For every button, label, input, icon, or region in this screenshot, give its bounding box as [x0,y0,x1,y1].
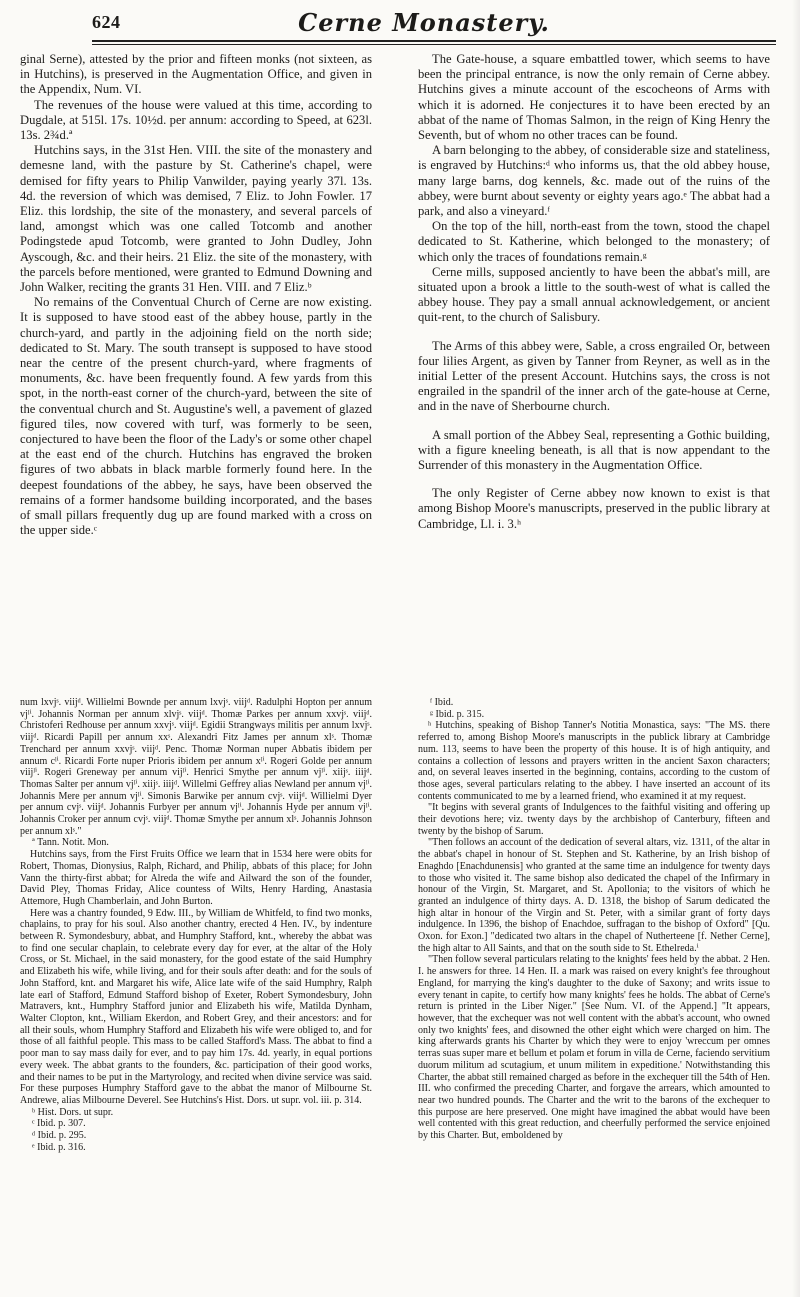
spacer [418,473,770,486]
footnote: "Then follow several particulars relating to the knights' fees held by the abbat. 2 Hen. I. he answers for three. 14 Hen. II. a mark was raised on every knight's fee throughout England, for marrying the king's daughter to the duke of Saxony; and writs issue to every tenant in capite, to certify how many knights' fees he holds. The abbat of Cerne's return is printed in the Liber Niger." [See Num. VI. of the Append.] "It appears, however, that the exchequer was not well content with the abbat's account, who owned only two knights' fees, and disowned the other eight which were charged on him. The king afterwards grants his Charter by which they were to enjoy 'wreccum per omnes terras suas super mare et bellum et polam et forum in villa de Cerne, faciendo servitium duorum militum ad scutagium, et unum militem in expeditione.' Notwithstanding this Charter, the abbat still remained charged as before in the exchequer till the 54th of Hen. III. who confirmed the preceding Charter, and forgave the arrears, which amounted to near two hundred pounds. The Charter and the writ to the barons of the exchequer to this purpose are here preserved. One might have imagined the abbat would have been well contented with this great reduction, and cheerfully performed the service enjoined by this Charter. But, emboldened by [418,954,770,1142]
page-number: 624 [92,12,121,32]
page-header [72,0,776,40]
footnote: "It begins with several grants of Indulgences to the faithful visiting and offering up their devotions here; viz. twenty days by the archbishop of Canterbury, fifteen and twenty by the bishop of Sarum. [418,802,770,837]
footnote: Here was a chantry founded, 9 Edw. III., by William de Whitfeld, to find two monks, chaplains, to pray for his soul. Also another chantry, erected 4 Hen. IV., by indenture between R. Symondesbury, abbat, and Humphry Stafford, knt., whereby the abbat was to find one secular chaplain, to celebrate every day for ever, at the altar of the Holy Cross, or St. Michael, in the said monastery, for the good estate of the said Humphry and Elizabeth his wife, while living, and for their souls after death: and for the souls of John Stafford, knt. and Margaret his wife, Alice late wife of the said Humphry, Ralph late earl of Stafford, Edmund Stafford bishop of Exeter, Robert Symondesbury, John Matravers, knt., Humphry Stafford junior and Elizabeth his wife, Matilda Dynham, Walter Clopton, knt., William Ekerdon, and Robert Grey, and their ancestors: and for all their souls, whom Humphry Stafford and Elizabeth his wife were obliged to, and for those of all faithful people. This mass to be called Stafford's Mass. The abbat to find a poor man to say mass daily for ever, and to pay him 17s. 4d. yearly, in equal portions every week. The abbat grants to the founders, &c. participation of their good works, and their names to be put in the Martyrology, and recited when divine service was said. For these purposes Humphry Stafford gave to the abbat the manor of Milbourne St. Andrewe, alias Milbourne Deverel. See Hutchins's Hist. Dors. ut supr. vol. iii. p. 314. [20,907,372,1106]
footnote: ª Tann. Notit. Mon. [32,837,109,849]
paragraph: A small portion of the Abbey Seal, representing a Gothic building, with a figure kneeling beneath, is all that is now appendant to the Surrender of this monastery in the Augmentation Office. [418,427,770,473]
paragraph: The revenues of the house were valued at this time, according to Dugdale, at 515l. 17s. 10½d. per annum: according to Speed, at 623l. 13s. 2¾d.ª [20,97,372,143]
footnotes-left [20,697,372,1153]
paragraph: No remains of the Conventual Church of Cerne are now existing. It is supposed to have stood east of the abbey house, partly in the church-yard, and partly in the adjoining field on the north side; dedicated to St. Mary. The south transept is supposed to have stood near the centre of the present church-yard, where fragments of monuments, &c. have been frequently found. A few yards from this spot, in the north-east corner of the church-yard, between the site of the conventual church and St. Augustine's well, a pavement of glazed figured tiles, now covered with turf, was formerly to be seen, conjectured to have been the floor of the Lady's or some other chapel at the east end of the church. Hutchins has engraved the broken figures of two abbats in black marble formerly found here. In the deepest foundations of the abbey, he says, have been observed the remains of a former handsome building incorporated, and the bases of small pillars frequently dug up are found marked with a cross on the upper side.ᶜ [20,295,372,538]
paragraph: The Gate-house, a square embattled tower, which seems to have been the principal entrance, is now the only remain of Cerne abbey. Hutchins gives a minute account of the escocheons of Arms with which it is adorned. He conjectures it to have been erected by an abbat of the name of Thomas Salmon, in the reign of King Henry the Seventh, but of whom no other traces can be found. [418,52,770,143]
footnote: ᵈ Ibid. p. 295. [32,1130,87,1142]
page-edge-shadow [792,0,800,1297]
running-title: Cerne Monastery. [298,8,550,37]
header-rule [92,40,776,42]
left-column [20,52,372,539]
paragraph: The only Register of Cerne abbey now known to exist is that among Bishop Moore's manuscripts, preserved in the public library at Cambridge, Ll. i. 3.ʰ [418,486,770,531]
footnote: ᵉ Ibid. p. 316. [32,1141,86,1153]
footnote: ʰ Hutchins, speaking of Bishop Tanner's Notitia Monastica, says: "The MS. there referred to, among Bishop Moore's manuscripts in the publick library at Cambridge num. 113, seems to have been the property of this house. It is of high antiquity, and contains a collection of lessons and prayers written in the ancient Saxon characters; and, on several leaves inserted in the beginning, contains, according to the custom of those ages, several particulars relating to the abbey. I have inserted an account of its contents communicated to me by a learned friend, who examined it at my request. [418,720,770,802]
spacer [418,326,770,339]
paragraph: The Arms of this abbey were, Sable, a cross engrailed Or, between four lilies Argent, as given by Tanner from Reyner, as well as in the initial Letter of the present Account. Hutchins says, the cross is not engrailed in the spandril of the inner arch of the gate-house at Cerne, and in the nave of Sherbourne church. [418,338,770,414]
header-rule-thin [92,44,776,45]
footnote: ᵇ Hist. Dors. ut supr. [32,1106,114,1118]
footnote: num lxvjˢ. viijᵈ. Willielmi Bownde per annum lxvjˢ. viijᵈ. Radulphi Hopton per annum vjˡⁱ. Johannis Norman per annum xlvjˢ. viijᵈ. Thomæ Parkes per annum xxvjˢ. viijᵈ. Christoferi Redhouse per annum xxvjˢ. viijᵈ. Egidii Strangways militis per annum lxvjˢ. viijᵈ. Ricardi Papill per annum xxˢ. Alexandri Fitz James per annum xlˢ. Thomæ Trenchard per annum xxvjˢ. viijᵈ. Penc. Thomæ Norman nuper Abbatis ibidem per annum cˡⁱ. Ricardi Forte nuper Prioris ibidem per annum xˡⁱ. Rogeri Golde per annum viijˡⁱ. Rogeri Greneway per annum vijˡⁱ. Henrici Smythe per annum vjˡⁱ. xiijˢ. iiijᵈ. Thomas Salter per annum vjˡⁱ. xiijˢ. iiijᵈ. Willelmi Geffrey alias Newland per annum vjˡⁱ. Johannis Mere per annum vjˡⁱ. Simonis Barwike per annum cvjˢ. viijᵈ. Willielmi Dyer per annum cvjˢ. viijᵈ. Johannis Furbyer per annum vjˡⁱ. Johannis Hyde per annum vjˡⁱ. Johannis Croker per annum cvjˢ. viijᵈ. Thomæ Smythe per annum xlˢ. Johannis Johnson per annum xlˢ." [20,697,372,837]
footnote: Hutchins says, from the First Fruits Office we learn that in 1534 here were obits for Robert, Thomas, Dionysius, Ralph, Richard, and Philip, abbats of this place; for John Vann the thirty-first abbat; for Alreda the wife and Ailward the son of the founder, David Pley, Thomas Friday, Alice countess of Wilts, Henry Harding, Anastasia Attemore, Hugh Chamberlain, and John Burton. [20,849,372,907]
footnote: ᶠ Ibid. [430,697,454,708]
footnotes-right [418,697,770,1142]
paragraph: A barn belonging to the abbey, of considerable size and stateliness, is engraved by Hutchins:ᵈ who informs us, that the old abbey house, many large barns, dog kennels, &c. made out of the ruins of the abbey, were burnt about seventy or eighty years ago.ᵉ The abbat had a park, and also a vineyard.ᶠ [418,143,770,219]
spacer [418,415,770,428]
footnote: ᶜ Ibid. p. 307. [32,1118,86,1130]
paragraph: Hutchins says, in the 31st Hen. VIII. the site of the monastery and demesne land, with the pasture by St. Catherine's chapel, were demised for fifty years to Philip Vanwilder, paying yearly 37l. 13s. 4d. the reversion of which was demised, 7 Eliz. to John Fowler. 17 Eliz. this lordship, the site of the monastery, and several parcels of land, amongst which was one called Totcomb and another Podingstede apud Totcomb, were granted to John Dudley, John Ayscough, &c. and their heirs. 21 Eliz. the site of the monastery, with the parcels before mentioned, were granted to Edmund Downing and John Walker, reciting the grants 31 Hen. VIII. and 7 Eliz.ᵇ [20,143,372,295]
footnote: ᵍ Ibid. p. 315. [430,708,485,720]
paragraph: ginal Serne), attested by the prior and fifteen monks (not sixteen, as in Hutchins), is preserved in the Augmentation Office, and given in the Appendix, Num. VI. [20,52,372,97]
footnote: "Then follows an account of the dedication of several altars, viz. 1311, of the altar in the abbat's chapel in honour of St. Stephen and St. Katherine, by an Irish bishop of Enaghdo [Enachdunensis] who granted at the same time an indulgence for twenty days to those who visited it. The same bishop also dedicated the chapel of the Infirmary in honour of the Virgin, St. Margaret, and St. Apollonia; to the visitors of which he granted an indulgence of thirty days. A. D. 1318, the bishop of Sarum dedicated the high altar in honour of the Virgin and St. Peter, with a similar grant of forty days indulgence. In 1396, the bishop of Enachdoe, suffragan to the bishop of Oxford" [Qu. Oxon. for Exon.] "dedicated two altars in the chapel of Nutherteene [f. Nether Cerne], the high altar to All Saints, and that on the south side to St. Ethelreda.ⁱ [418,837,770,954]
paragraph: Cerne mills, supposed anciently to have been the abbat's mill, are situated upon a brook a little to the south-west of what is called the abbey house. They pay a small annual acknowledgement, or ancient quit-rent, to the church of Salisbury. [418,264,770,325]
right-column [418,52,770,532]
paragraph: On the top of the hill, north-east from the town, stood the chapel dedicated to St. Katherine, which belonged to the monastery; of which only the traces of foundations remain.ᵍ [418,219,770,264]
